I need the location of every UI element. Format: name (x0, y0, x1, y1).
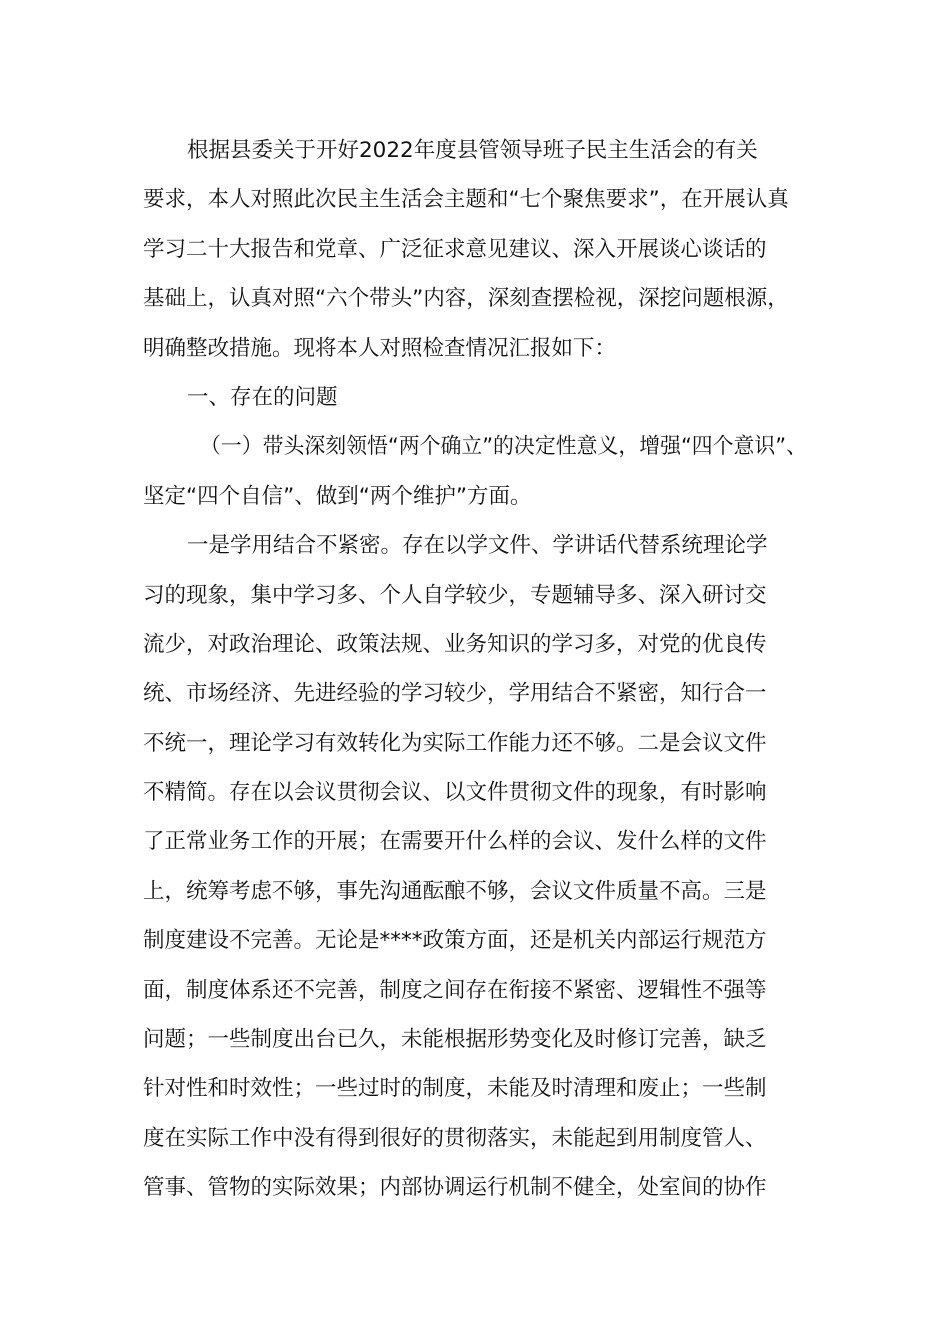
text-line: 了正常业务工作的开展；在需要开什么样的会议、发什么样的文件 (143, 829, 767, 855)
text-line: 流少，对政治理论、政策法规、业务知识的学习多，对党的优良传 (143, 631, 767, 657)
text-line: 度在实际工作中没有得到很好的贯彻落实，未能起到用制度管人、 (143, 1125, 767, 1151)
text-line: 要求，本人对照此次民主生活会主题和“七个聚焦要求”，在开展认真 (143, 187, 789, 213)
text-line: 上，统筹考虑不够，事先沟通酝酿不够，会议文件质量不高。三是 (143, 878, 767, 904)
text-line: 坚定“四个自信”、做到“两个维护”方面。 (143, 483, 532, 509)
text-line: 学习二十大报告和党章、广泛征求意见建议、深入开展谈心谈话的 (143, 236, 767, 262)
text-line: 不统一，理论学习有效转化为实际工作能力还不够。二是会议文件 (143, 730, 767, 756)
text-line: 问题；一些制度出台已久，未能根据形势变化及时修订完善，缺乏 (143, 1027, 767, 1053)
section-heading (143, 373, 807, 422)
paragraph-intro (143, 126, 807, 373)
text-line: 根据县委关于开好2022年度县管领导班子民主生活会的有关 (187, 138, 758, 163)
paragraph-problems (143, 521, 807, 1212)
document-body (143, 126, 807, 1213)
text-line: （一）带头深刻领悟“两个确立”的决定性意义，增强“四个意识”、 (200, 434, 807, 460)
text-line: 统、市场经济、先进经验的学习较少，学用结合不紧密，知行合一 (143, 681, 767, 707)
text-line: 明确整改措施。现将本人对照检查情况汇报如下： (143, 335, 617, 361)
text-line: 习的现象，集中学习多、个人自学较少，专题辅导多、深入研讨交 (143, 582, 767, 608)
subsection-heading (143, 422, 807, 521)
text-line: 针对性和时效性；一些过时的制度，未能及时清理和废止；一些制 (143, 1076, 767, 1102)
text-line: 一是学用结合不紧密。存在以学文件、学讲话代替系统理论学 (187, 533, 768, 559)
heading-line: 一、存在的问题 (187, 384, 338, 410)
text-line: 基础上，认真对照“六个带头”内容，深刻查摆检视，深挖问题根源， (143, 286, 789, 312)
text-line: 不精简。存在以会议贯彻会议、以文件贯彻文件的现象，有时影响 (143, 780, 767, 806)
text-line: 面，制度体系还不完善，制度之间存在衔接不紧密、逻辑性不强等 (143, 977, 767, 1003)
text-line: 管事、管物的实际效果；内部协调运行机制不健全，处室间的协作 (143, 1175, 767, 1201)
text-line: 制度建设不完善。无论是****政策方面，还是机关内部运行规范方 (143, 928, 767, 954)
